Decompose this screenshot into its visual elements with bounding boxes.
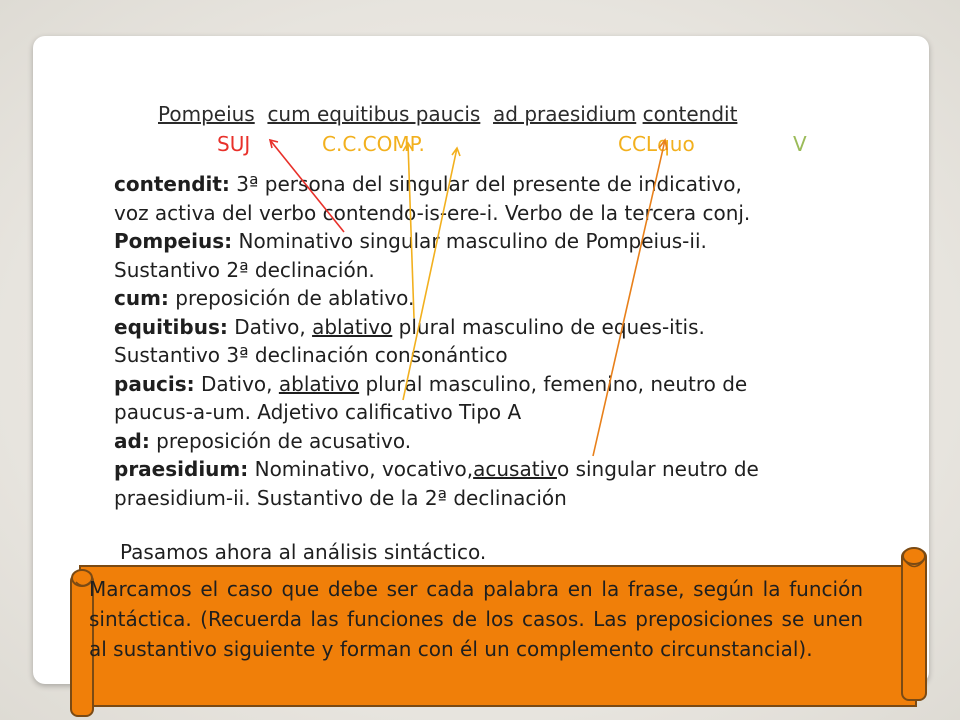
analysis-line: Pompeius: Nominativo singular masculino de Pompeius-ii. <box>114 229 707 253</box>
analysis-line: Sustantivo 2ª declinación. <box>114 257 375 282</box>
analysis-line: ad: preposición de acusativo. <box>114 428 412 453</box>
term-contendit: contendit: <box>114 172 230 196</box>
word-pompeius: Pompeius <box>158 102 255 126</box>
term-praesidium: praesidium: <box>114 457 249 481</box>
callout-text: Marcamos el caso que debe ser cada palabra en la frase, según la función sintáctica. (Recuerda las funciones de los casos. Las preposiciones se unen al sustantivo siguiente y forman con él un complemento circunstancial). <box>89 577 863 661</box>
analysis-line: Sustantivo 3ª declinación consonántico <box>114 343 508 367</box>
word-cum-equitibus-paucis: cum equitibus paucis <box>267 102 481 126</box>
term-equitibus: equitibus: <box>114 314 228 339</box>
function-verb: V <box>793 132 807 156</box>
word-ad-praesidium: ad praesidium <box>493 102 637 126</box>
analysis-line: contendit: 3ª persona del singular del presente de indicativo, <box>114 172 742 196</box>
function-suj: SUJ <box>217 132 251 156</box>
term-ad: ad: <box>114 428 150 453</box>
analysis-line: voz activa del verbo contendo-is-ere-i. Verbo de la tercera conj. <box>114 200 751 225</box>
function-cc-quo: CCLquo <box>618 132 695 156</box>
word-contendit: contendit <box>642 102 738 126</box>
analysis-line: equitibus: Dativo, ablativo plural masculino de eques-itis. <box>114 314 705 339</box>
analysis-line: praesidium-ii. Sustantivo de la 2ª declinación <box>114 485 567 510</box>
transition-text: Pasamos ahora al análisis sintáctico. <box>120 540 487 564</box>
function-cc-comp: C.C.COMP. <box>322 132 425 156</box>
term-paucis: paucis: <box>114 371 195 396</box>
analysis-line: cum: preposición de ablativo. <box>114 286 415 310</box>
analysis-line: praesidium: Nominativo, vocativo,acusativo singular neutro de <box>114 457 759 481</box>
analysis-line: paucus-a-um. Adjetivo calificativo Tipo A <box>114 400 522 424</box>
term-cum: cum: <box>114 286 169 310</box>
term-pompeius: Pompeius: <box>114 229 233 253</box>
analysis-line: paucis: Dativo, ablativo plural masculino, femenino, neutro de <box>114 371 748 396</box>
